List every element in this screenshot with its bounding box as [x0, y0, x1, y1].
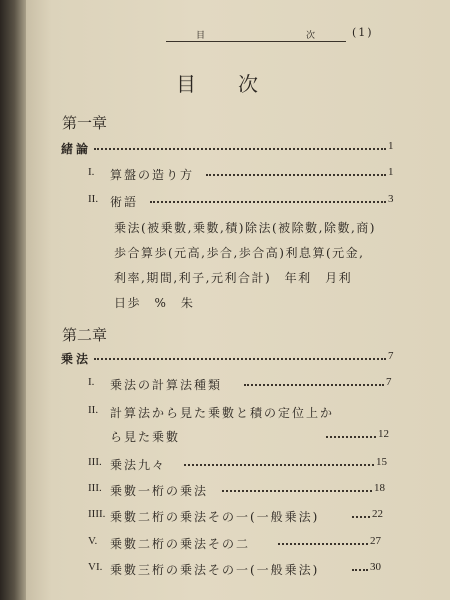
toc-item — [26, 193, 426, 213]
page-ref: 12 — [378, 428, 389, 440]
page-ref: 18 — [374, 482, 385, 494]
page-number: (1) — [352, 26, 374, 39]
toc-item — [26, 482, 426, 502]
terms-line: 日歩 % 朱 — [114, 296, 195, 310]
toc-item — [26, 535, 426, 555]
page-ref: 15 — [376, 456, 387, 468]
item-number: IIII. — [88, 508, 106, 520]
dot-leader — [184, 456, 374, 466]
toc-item — [26, 404, 426, 424]
terms-line: 利率,期間,利子,元利合計) 年利 月利 — [114, 271, 353, 285]
book-page — [26, 0, 450, 600]
item-number: III. — [88, 456, 102, 468]
toc-section-intro — [26, 140, 426, 160]
item-number: III. — [88, 482, 102, 494]
section-label: 緒論 — [61, 142, 92, 156]
item-text: 計算法から見た乗數と積の定位上か — [110, 406, 335, 420]
section-label: 乗法 — [61, 352, 92, 366]
item-text: 乗數三桁の乗法その一(一般乗法) — [110, 563, 320, 577]
toc-section-multiplication — [26, 350, 426, 370]
item-number: VI. — [88, 561, 103, 573]
item-number: II. — [88, 404, 99, 416]
item-number: I. — [88, 376, 95, 388]
page-ref: 22 — [372, 508, 383, 520]
chapter-1-heading: 第一章 — [62, 114, 108, 132]
dot-leader — [352, 508, 370, 518]
toc-item — [26, 376, 426, 396]
book-gutter — [0, 0, 26, 600]
dot-leader — [222, 482, 372, 492]
page-ref: 7 — [386, 376, 392, 388]
page-ref: 3 — [388, 193, 394, 205]
item-text: 術語 — [110, 195, 139, 209]
page-ref: 1 — [388, 166, 394, 178]
running-header — [166, 28, 346, 42]
chapter-2-heading: 第二章 — [62, 326, 108, 344]
dot-leader — [326, 428, 376, 438]
item-text: 乗數二桁の乗法その一(一般乗法) — [110, 510, 320, 524]
dot-leader — [94, 140, 386, 150]
toc-item — [26, 428, 426, 448]
page-title: 目次 — [176, 72, 300, 96]
running-header-left: 目 — [196, 31, 208, 41]
page-ref: 27 — [370, 535, 381, 547]
item-text: 乗數一桁の乗法 — [110, 484, 209, 498]
dot-leader — [206, 166, 386, 176]
toc-item — [26, 508, 426, 528]
dot-leader — [244, 376, 384, 386]
toc-item — [26, 166, 426, 186]
dot-leader — [352, 561, 368, 571]
item-text: 算盤の造り方 — [110, 168, 195, 182]
page-ref: 7 — [388, 350, 394, 362]
toc-item — [26, 456, 426, 476]
toc-item — [26, 561, 426, 581]
dot-leader — [150, 193, 386, 203]
item-text: ら見た乗數 — [110, 430, 181, 444]
item-text: 乗數二桁の乗法その二 — [110, 537, 251, 551]
page-ref: 30 — [370, 561, 381, 573]
terms-line: 乗法(被乗數,乗數,積)除法(被除數,除數,商) — [114, 221, 376, 235]
dot-leader — [94, 350, 386, 360]
page-ref: 1 — [388, 140, 394, 152]
item-number: II. — [88, 193, 99, 205]
item-text: 乗法の計算法種類 — [110, 378, 223, 392]
running-header-right: 次 — [306, 31, 318, 41]
dot-leader — [278, 535, 368, 545]
item-text: 乗法九々 — [110, 458, 167, 472]
item-number: V. — [88, 535, 98, 547]
item-number: I. — [88, 166, 95, 178]
terms-line: 歩合算歩(元高,歩合,歩合高)利息算(元金, — [114, 246, 365, 260]
